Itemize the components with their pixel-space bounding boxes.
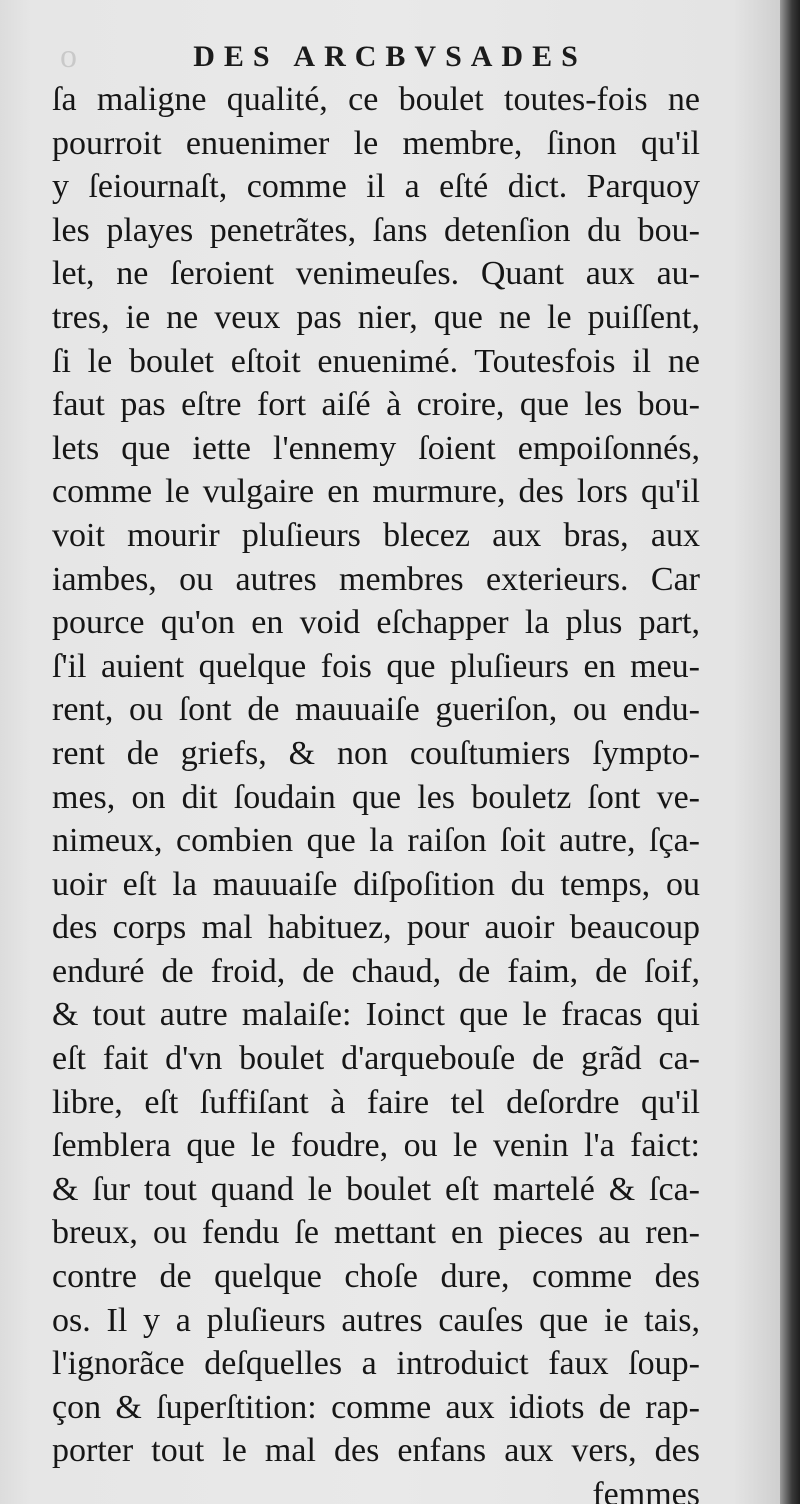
- text-line: let, ne ſeroient venimeuſes. Quant aux au-: [52, 255, 700, 293]
- text-line: iambes, ou autres membres exterieurs. Car: [52, 560, 700, 598]
- running-head: DES ARCBVSADES: [193, 40, 587, 73]
- text-line: des corps mal habituez, pour auoir beaucoup: [52, 909, 700, 947]
- text-line: breux, ou fendu ſe mettant en pieces au ren-: [52, 1214, 700, 1252]
- text-line: enduré de froid, de chaud, de faim, de ſoif,: [52, 952, 700, 990]
- text-line: eſt fait d'vn boulet d'arquebouſe de grãd ca-: [52, 1040, 700, 1078]
- page-edge-shadow: [780, 0, 800, 1504]
- text-line: çon & ſuperſtition: comme aux idiots de rap-: [52, 1388, 700, 1426]
- text-line: porter tout le mal des enfans aux vers, des: [52, 1432, 700, 1470]
- text-line: pourroit enuenimer le membre, ſinon qu'il: [52, 124, 700, 162]
- text-line: y ſeiournaſt, comme il a eſté dict. Parquoy: [52, 168, 700, 206]
- text-line: contre de quelque choſe dure, comme des: [52, 1258, 700, 1296]
- text-line: rent, ou ſont de mauuaiſe gueriſon, ou endu-: [52, 691, 700, 729]
- text-line: ſa maligne qualité, ce boulet toutes-fois ne: [52, 81, 700, 118]
- text-line: mes, on dit ſoudain que les bouletz ſont ve-: [52, 778, 700, 816]
- bleed-through-mark: o: [60, 38, 77, 75]
- body-text: [52, 78, 700, 1504]
- text-line: les playes penetrãtes, ſans detenſion du bou-: [52, 211, 700, 249]
- text-line: & ſur tout quand le boulet eſt martelé & ſca-: [52, 1170, 700, 1208]
- text-line: pource qu'on en void eſchapper la plus part,: [52, 604, 700, 642]
- text-line: uoir eſt la mauuaiſe diſpoſition du temps, ou: [52, 865, 700, 903]
- text-line: ſemblera que le foudre, ou le venin l'a faict:: [52, 1127, 700, 1165]
- text-line: libre, eſt ſuffiſant à faire tel deſordre qu'il: [52, 1083, 700, 1121]
- text-line: faut pas eſtre fort aiſé à croire, que les bou-: [52, 386, 700, 424]
- text-line: voit mourir pluſieurs blecez aux bras, aux: [52, 516, 700, 554]
- text-line: comme le vulgaire en murmure, des lors qu'il: [52, 473, 700, 511]
- text-line: & tout autre malaiſe: Ioinct que le fracas qui: [52, 996, 700, 1034]
- catchword: femmes: [592, 1476, 700, 1504]
- text-line: ſ'il auient quelque fois que pluſieurs en meu-: [52, 647, 700, 685]
- text-line: os. Il y a pluſieurs autres cauſes que ie tais,: [52, 1301, 700, 1339]
- text-line: rent de griefs, & non couſtumiers ſympto-: [52, 734, 700, 772]
- text-line: lets que iette l'ennemy ſoient empoiſonnés,: [52, 429, 700, 467]
- text-line: tres, ie ne veux pas nier, que ne le puiſſent,: [52, 298, 700, 336]
- text-line: nimeux, combien que la raiſon ſoit autre, ſça-: [52, 822, 700, 860]
- text-line: l'ignorãce deſquelles a introduict faux ſoup-: [52, 1345, 700, 1383]
- text-line: ſi le boulet eſtoit enuenimé. Toutesfois il ne: [52, 342, 700, 380]
